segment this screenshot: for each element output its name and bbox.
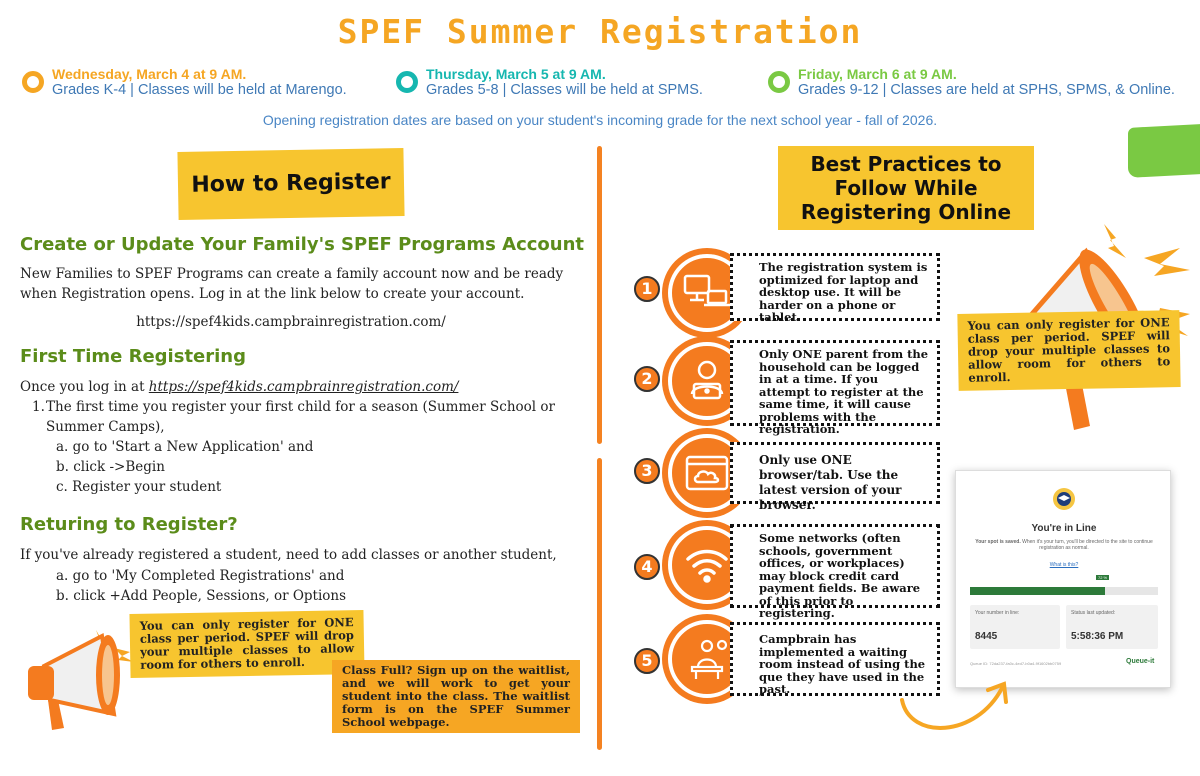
date-day: Thursday, March 5 at 9 AM. <box>426 66 606 82</box>
step-5-text: Campbrain has implemented a waiting room instead of using the que they have used in the past. <box>730 622 940 696</box>
bullet-ring-icon <box>768 71 790 93</box>
best-practices-heading: Best Practices to Follow While Registering Online <box>778 146 1034 230</box>
step-number: 3 <box>634 458 660 484</box>
queue-id: Queue ID: 72da237-fa0c-4ed7-b0a4-9f1602bb0759 <box>970 661 1062 666</box>
queue-title: You're in Line <box>1031 523 1097 534</box>
first-time-step-a: a. go to 'Start a New Application' and <box>56 439 314 455</box>
queue-number-label: Your number in line: <box>975 610 1020 616</box>
queue-number-cell <box>970 605 1060 649</box>
queue-status-label: Status last updated: <box>1071 610 1116 616</box>
account-heading: Create or Update Your Family's SPEF Programs Account <box>20 234 585 255</box>
returning-text: If you've already registered a student, need to add classes or another student, <box>20 547 557 563</box>
wifi-icon <box>684 545 730 585</box>
bullet-ring-icon <box>22 71 44 93</box>
person-laptop-icon <box>684 358 730 404</box>
date-friday <box>768 66 1175 98</box>
curved-arrow-icon <box>896 676 1016 742</box>
divider-upper <box>597 146 602 444</box>
queue-saved-bold: Your spot is saved. <box>975 539 1021 545</box>
returning-step-b: b. click +Add People, Sessions, or Options <box>56 588 347 604</box>
campbrain-link[interactable]: https://spef4kids.campbrainregistration.com/ <box>148 379 459 395</box>
step-number: 5 <box>634 648 660 674</box>
first-time-heading: First Time Registering <box>20 346 247 367</box>
first-time-item-1: The first time you register your first child for a season (Summer School or Summer Camps), <box>46 399 555 435</box>
date-day: Wednesday, March 4 at 9 AM. <box>52 66 247 82</box>
registration-note: Opening registration dates are based on your student's incoming grade for the next school year - fall of 2026. <box>262 112 938 128</box>
bullet-ring-icon <box>396 71 418 93</box>
returning-step-a: a. go to 'My Completed Registrations' and <box>56 568 345 584</box>
step-4-text: Some networks (often schools, government offices, or workplaces) may block credit card payment fields. Be aware of this prior to registering. <box>730 524 940 608</box>
devices-icon <box>682 273 732 313</box>
step-1-text: The registration system is optimized for laptop and desktop use. It will be harder on a phone or tablet. <box>730 253 940 321</box>
callout-one-class-right: You can only register for ONE class per period. SPEF will drop your multiple classes to allow room for others to enroll. <box>957 310 1180 391</box>
queue-screenshot <box>955 470 1171 688</box>
queue-what-link[interactable]: What is this? <box>1049 562 1079 568</box>
list-number: 1. <box>32 399 45 415</box>
first-time-intro <box>20 377 580 397</box>
queue-saved-rest: When it's your turn, you'll be directed to the site to continue registration as normal. <box>1020 539 1153 551</box>
account-url[interactable]: https://spef4kids.campbrainregistration.com/ <box>136 314 446 330</box>
queue-progress-bar <box>970 587 1158 595</box>
date-details: Grades K-4 | Classes will be held at Marengo. <box>52 82 347 98</box>
page-title: SPEF Summer Registration <box>337 12 863 51</box>
queue-status-cell <box>1066 605 1158 649</box>
divider-lower <box>597 458 602 750</box>
step-number: 2 <box>634 366 660 392</box>
date-wednesday <box>22 66 347 98</box>
first-time-intro-prefix: Once you log in at <box>20 379 149 395</box>
queue-saved-text <box>968 539 1160 551</box>
step-3-text: Only use ONE browser/tab. Use the latest version of your browser. <box>730 442 940 504</box>
first-time-step-b: b. click ->Begin <box>56 459 165 475</box>
queue-it-logo: Queue-it <box>1126 658 1155 665</box>
how-to-register-heading: How to Register <box>177 148 404 220</box>
first-time-step-c: c. Register your student <box>56 479 222 495</box>
callout-class-full: Class Full? Sign up on the waitlist, and we will work to get your student into the class. The waitlist form is on the SPEF Summer School webpage. <box>332 660 580 733</box>
date-thursday <box>396 66 703 98</box>
account-text: New Families to SPEF Programs can create a family account now and be ready when Registration opens. Log in at the link below to create your account. <box>20 266 564 302</box>
step-number: 4 <box>634 554 660 580</box>
queue-number: 8445 <box>975 631 998 642</box>
waiting-room-icon <box>684 637 730 681</box>
date-details: Grades 5-8 | Classes will be held at SPMS. <box>426 82 703 98</box>
megaphone-icon <box>14 618 138 736</box>
queue-progress-label: 72 % <box>1098 575 1108 580</box>
step-number: 1 <box>634 276 660 302</box>
step-2-text: Only ONE parent from the household can be logged in at a time. If you attempt to register at the same time, it will cause problems with the registration. <box>730 340 940 426</box>
queue-progress-fill <box>970 587 1105 595</box>
date-day: Friday, March 6 at 9 AM. <box>798 66 957 82</box>
returning-heading: Returing to Register? <box>20 514 238 535</box>
date-details: Grades 9-12 | Classes are held at SPHS, SPMS, & Online. <box>798 82 1175 98</box>
browser-cloud-icon <box>684 453 730 493</box>
callout-one-class-left: You can only register for ONE class per period. SPEF will drop your multiple classes to allow room for others to enroll. <box>129 610 364 678</box>
school-logo-icon <box>1052 487 1076 511</box>
decorative-green-shape <box>1128 124 1200 178</box>
queue-status-time: 5:58:36 PM <box>1071 631 1124 642</box>
